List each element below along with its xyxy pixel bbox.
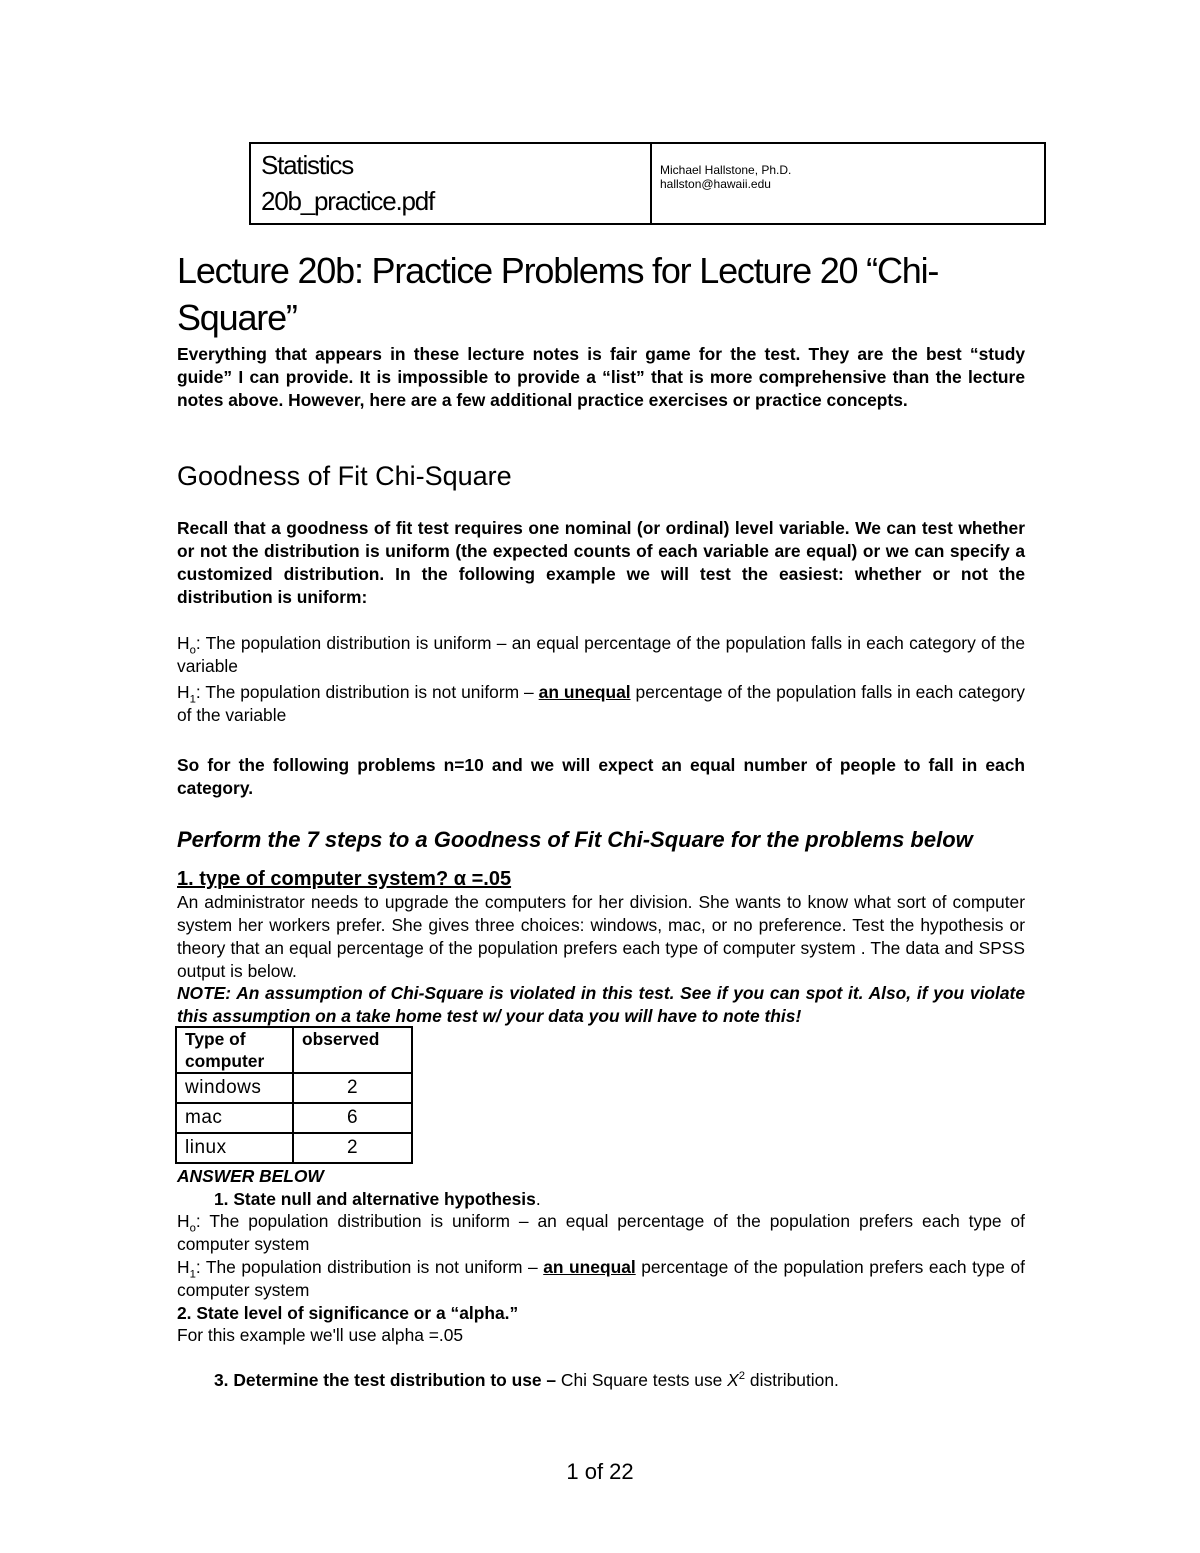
course-name: Statistics xyxy=(261,150,354,180)
answer-label: ANSWER BELOW xyxy=(177,1166,324,1186)
null-hypothesis: $H_o$: The population distribution is uniform – an equal percentage of the population falls in each category of the variable xyxy=(177,633,1025,676)
table-header-row xyxy=(176,1027,412,1073)
header-divider xyxy=(650,144,652,223)
sample-size-note: So for the following problems n=10 and we will expect an equal number of people to fall in each category. xyxy=(177,755,1025,798)
table-cell-label: mac xyxy=(176,1103,293,1133)
table-row xyxy=(176,1073,412,1103)
step-2-body: For this example we'll use alpha =.05 xyxy=(177,1325,464,1345)
column-header-observed: observed xyxy=(293,1027,412,1073)
page-number: 1 of 22 xyxy=(566,1459,634,1484)
step-3: 3. Determine the test distribution to use – Chi Square tests use $X^2$ distribution. xyxy=(214,1370,839,1390)
table-row xyxy=(176,1133,412,1163)
file-name: 20b_practice.pdf xyxy=(261,186,435,216)
column-header-type: Type of computer xyxy=(176,1027,293,1073)
author-name: Michael Hallstone, Ph.D. xyxy=(660,163,792,177)
emphasis-text: an unequal xyxy=(543,1257,636,1277)
emphasis-text: an unequal xyxy=(538,682,631,702)
author-email: hallston@hawaii.edu xyxy=(660,177,771,191)
answer-alt-hypothesis: $H_1$: The population distribution is not uniform – an unequal percentage of the population prefers each type of computer system xyxy=(177,1257,1025,1300)
observed-table xyxy=(175,1026,413,1164)
problem-1-description: An administrator needs to upgrade the computers for her division. She wants to know what sort of computer system her workers prefer. She gives three choices: windows, mac, or no preference. Test the hypothesis or theory that an equal percentage of the population prefers each type of computer system . The data and SPSS output is below. xyxy=(177,892,1025,981)
section-heading: Goodness of Fit Chi-Square xyxy=(177,461,512,491)
table-cell-value: 6 xyxy=(293,1103,412,1133)
page-title-line-1: Lecture 20b: Practice Problems for Lecture 20 “Chi- xyxy=(177,250,939,291)
table-row xyxy=(176,1103,412,1133)
table-cell-value: 2 xyxy=(293,1073,412,1103)
table-cell-value: 2 xyxy=(293,1133,412,1163)
answer-null-hypothesis: $H_o$: The population distribution is uniform – an equal percentage of the population prefers each type of computer system xyxy=(177,1211,1025,1254)
alt-hypothesis: $H_1$: The population distribution is not uniform – an unequal percentage of the population falls in each category of the variable xyxy=(177,682,1025,725)
table-cell-label: linux xyxy=(176,1133,293,1163)
header-box xyxy=(249,142,1046,225)
step-2: 2. State level of significance or a “alpha.” xyxy=(177,1303,519,1323)
problem-1-note: NOTE: An assumption of Chi-Square is violated in this test. See if you can spot it. Also, if you violate this assumption on a take home test w/ your data you will have to note this! xyxy=(177,983,1025,1026)
intro-paragraph: Everything that appears in these lecture notes is fair game for the test. They are the best “study guide” I can provide. It is impossible to provide a “list” that is more comprehensive than the lecture notes above. However, here are a few additional practice exercises or practice concepts. xyxy=(177,344,1025,410)
table-cell-label: windows xyxy=(176,1073,293,1103)
perform-heading: Perform the 7 steps to a Goodness of Fit Chi-Square for the problems below xyxy=(177,827,973,852)
problem-1-heading: 1. type of computer system? α =.05 xyxy=(177,868,512,890)
step-1: 1. State null and alternative hypothesis. xyxy=(214,1189,541,1209)
recall-paragraph: Recall that a goodness of fit test requires one nominal (or ordinal) level variable. We can test whether or not the distribution is uniform (the expected counts of each variable are equal) or we can specify a customized distribution. In the following example we will test the easiest: whether or not the distribution is uniform: xyxy=(177,518,1025,607)
page-title-line-2: Square” xyxy=(177,297,297,338)
